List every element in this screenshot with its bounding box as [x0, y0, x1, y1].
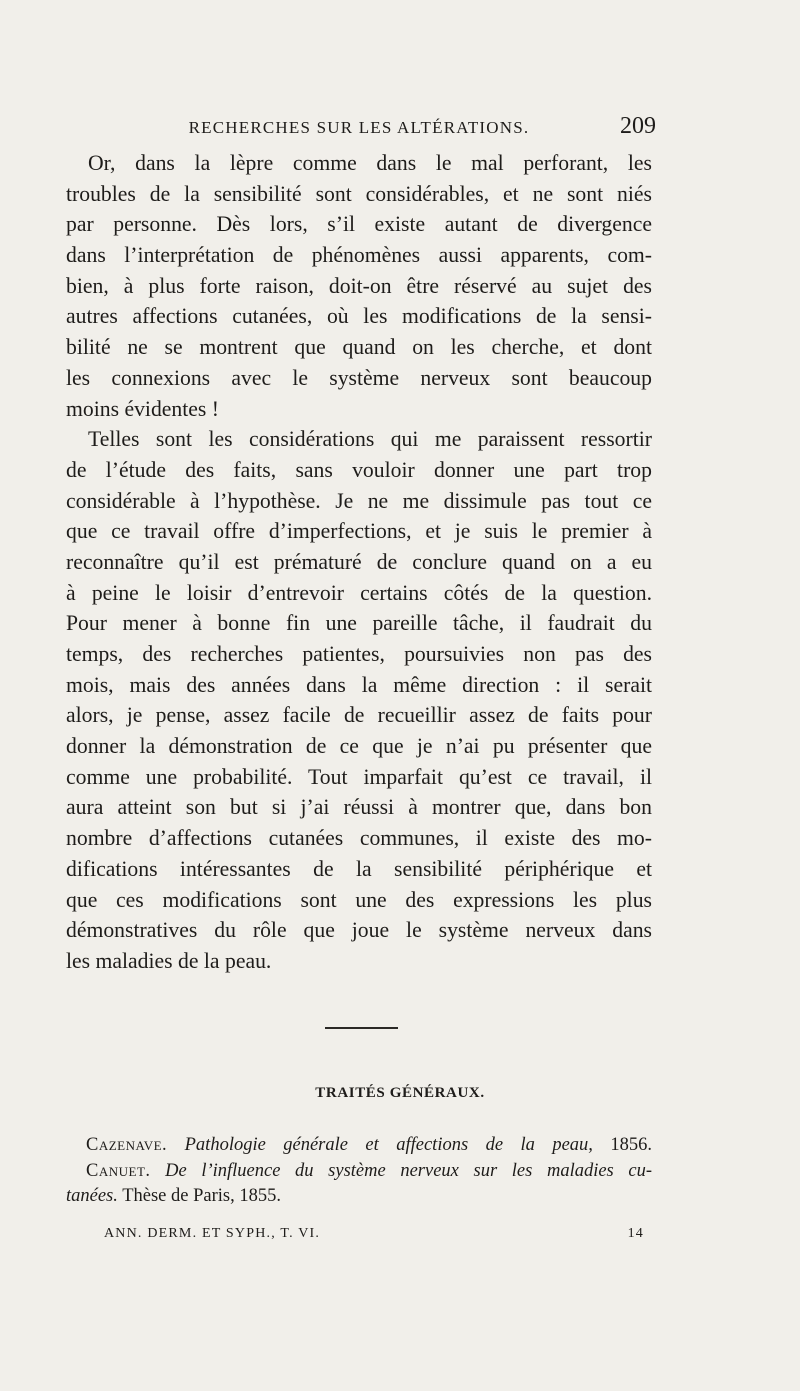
body-line: les maladies de la peau.: [66, 948, 272, 973]
section-title: TRAITÉS GÉNÉRAUX.: [315, 1085, 485, 1101]
body-line: comme une probabilité. Tout imparfait qu’est ce travail, il: [66, 764, 652, 789]
body-line: Telles sont les considérations qui me paraissent ressortir: [88, 427, 652, 452]
body-line: temps, des recherches patientes, poursuivies non pas des: [66, 642, 652, 666]
body-line: difications intéressantes de la sensibilité périphérique et: [66, 856, 652, 881]
reference-title: De l’influence du système nerveux sur les maladies cu-: [165, 1160, 653, 1181]
signature-mark: 14: [627, 1226, 644, 1241]
reference-continuation: [66, 1184, 652, 1210]
body-line: nombre d’affections cutanées communes, il existe des mo-: [66, 826, 652, 851]
body-line: bien, à plus forte raison, doit-on être réservé au sujet des: [66, 273, 652, 298]
body-line: de l’étude des faits, sans vouloir donner une part trop: [66, 457, 652, 482]
page-footer: [104, 1226, 644, 1248]
body-line: aura atteint son but si j’ai réussi à montrer que, dans bon: [66, 795, 652, 820]
body-line: considérable à l’hypothèse. Je ne me dissimule pas tout ce: [66, 488, 652, 513]
running-header: [68, 113, 656, 143]
body-line: dans l’interprétation de phénomènes aussi apparents, com-: [66, 243, 652, 268]
reference-author: Cazenave.: [86, 1135, 168, 1155]
body-line: autres affections cutanées, où les modifications de la sensi-: [66, 304, 652, 329]
reference-details: Thèse de Paris, 1855.: [122, 1186, 281, 1206]
reference-title: Pathologie générale et affections de la peau,: [184, 1135, 593, 1155]
body-line: Pour mener à bonne fin une pareille tâche, il faudrait du: [66, 611, 652, 636]
body-line: par personne. Dès lors, s’il existe autant de divergence: [66, 212, 652, 237]
body-line: les connexions avec le système nerveux sont beaucoup: [66, 365, 652, 390]
page-number: 209: [620, 113, 656, 139]
body-line: alors, je pense, assez facile de recueillir assez de faits pour: [66, 703, 652, 728]
body-line: moins évidentes !: [66, 396, 219, 421]
body-line: que ce travail offre d’imperfections, et je suis le premier à: [66, 519, 652, 544]
reference-title-continued: tanées.: [66, 1186, 118, 1206]
body-line: que ces modifications sont une des expressions les plus: [66, 887, 652, 912]
body-line: bilité ne se montrent que quand on les cherche, et dont: [66, 335, 652, 360]
body-line: troubles de la sensibilité sont considérables, et ne sont niés: [66, 181, 652, 206]
running-title: RECHERCHES SUR LES ALTÉRATIONS.: [188, 118, 530, 137]
reference-item: [86, 1159, 652, 1185]
body-line: reconnaître qu’il est prématuré de conclure quand on a eu: [66, 549, 652, 574]
reference-list: [66, 1133, 653, 1210]
body-line: mois, mais des années dans la même direction : il serait: [66, 672, 652, 697]
reference-author: Canuet.: [86, 1160, 151, 1181]
reference-details: 1856.: [610, 1135, 653, 1155]
reference-item: [86, 1133, 652, 1159]
body-line: à peine le loisir d’entrevoir certains côtés de la question.: [66, 580, 652, 605]
body-line: démonstratives du rôle que joue le système nerveux dans: [66, 918, 652, 943]
body-text: [66, 148, 652, 977]
journal-reference: ANN. DERM. ET SYPH., T. VI.: [104, 1226, 321, 1241]
body-line: donner la démonstration de ce que je n’ai pu présenter que: [66, 734, 652, 759]
section-divider: [325, 1027, 398, 1029]
body-line: Or, dans la lèpre comme dans le mal perforant, les: [88, 151, 652, 175]
